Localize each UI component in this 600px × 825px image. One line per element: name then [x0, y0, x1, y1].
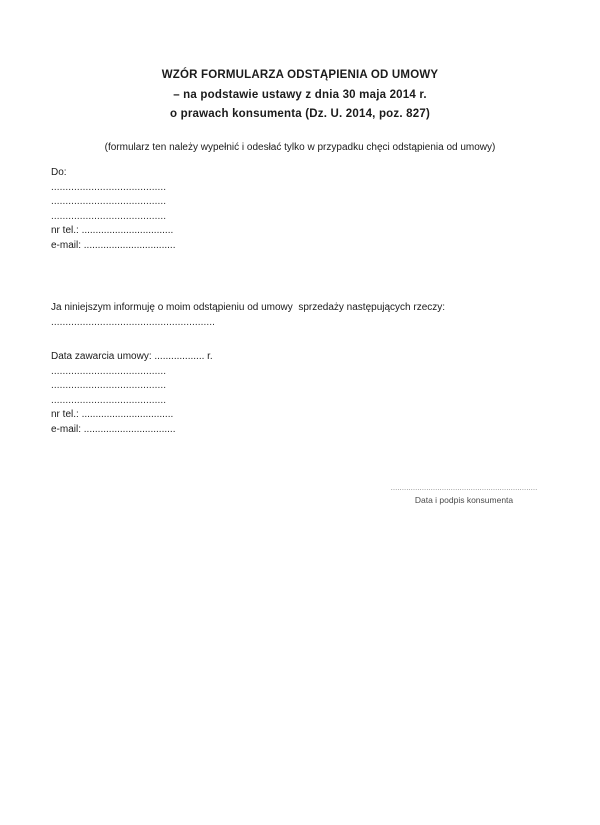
contract-details-section: [51, 350, 213, 438]
contract-blank-line-1: ........................................: [51, 365, 167, 377]
contract-email-line: e-mail: .................................: [51, 423, 176, 435]
recipient-section: [51, 166, 175, 254]
recipient-email-line: e-mail: .................................: [51, 239, 176, 251]
document-title: [0, 66, 600, 125]
recipient-blank-line-1: ........................................: [51, 181, 167, 193]
withdrawal-statement-text: Ja niniejszym informuję o moim odstąpieniu od umowy sprzedaży następujących rzeczy:: [51, 302, 446, 313]
signature-dotted-line: ..................................................................: [390, 483, 538, 492]
signature-caption: Data i podpis konsumenta: [414, 495, 514, 505]
title-line-2: – na podstawie ustawy z dnia 30 maja 2014 r.: [173, 88, 427, 101]
signature-section: [388, 483, 540, 506]
title-line-3: o prawach konsumenta (Dz. U. 2014, poz. 827): [170, 108, 430, 120]
contract-blank-line-2: ........................................: [51, 380, 167, 392]
recipient-blank-line-2: ........................................: [51, 196, 167, 208]
contract-phone-line: nr tel.: .................................: [51, 409, 174, 421]
recipient-label: Do:: [51, 167, 67, 178]
recipient-blank-line-3: ........................................: [51, 210, 167, 222]
withdrawal-statement-section: [51, 301, 521, 330]
title-line-1: WZÓR FORMULARZA ODSTĄPIENIA OD UMOWY: [161, 69, 439, 81]
instruction-note: (formularz ten należy wypełnić i odesłać tylko w przypadku chęci odstąpienia od umowy): [104, 142, 496, 153]
contract-blank-line-3: ........................................: [51, 394, 167, 406]
contract-date-line: Data zawarcia umowy: .................. r.: [51, 351, 213, 362]
items-blank-line: .........................................................: [51, 316, 216, 328]
recipient-phone-line: nr tel.: .................................: [51, 225, 174, 237]
